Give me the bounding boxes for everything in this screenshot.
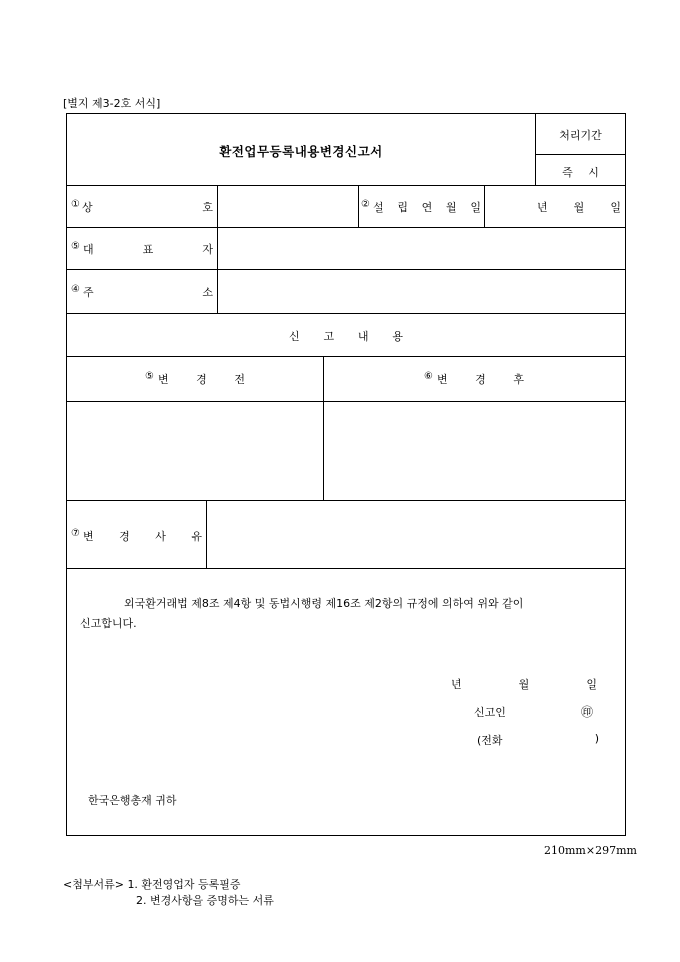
seal-mark: ㊞ <box>581 705 594 719</box>
established-text: 설 립 연 월 일 <box>372 201 481 214</box>
phone-label: (전화 ) <box>477 732 599 747</box>
form-title: 환전업무등록내용변경신고서 <box>219 144 383 159</box>
declarant-label: 신고인 <box>474 706 506 719</box>
established-date-value[interactable]: 년 월 일 <box>537 201 621 214</box>
circled-number-6: ⑥ <box>424 371 433 382</box>
reason-text: 변 경 사 유 <box>82 530 202 543</box>
circled-number-2: ② <box>361 199 370 210</box>
after-content-field[interactable] <box>324 402 626 500</box>
established-right-rule <box>484 185 485 227</box>
circled-number-1: ① <box>71 199 80 210</box>
form-frame <box>66 113 626 836</box>
processing-label: 처리기간 <box>559 129 602 142</box>
reason-field[interactable] <box>207 501 626 568</box>
addressee: 한국은행총재 귀하 <box>88 794 177 807</box>
representative-text: 대 표 자 <box>82 243 213 256</box>
before-text: 변 경 전 <box>157 373 245 386</box>
circled-number-4: ④ <box>71 284 80 295</box>
trade-name-label <box>71 199 213 215</box>
after-label <box>424 371 524 387</box>
representative-field[interactable] <box>218 228 626 269</box>
reason-label <box>71 528 202 544</box>
rule-4 <box>67 313 626 314</box>
declaration-line-2: 신고합니다. <box>80 617 137 630</box>
declaration-line-1: 외국환거래법 제8조 제4항 및 동법시행령 제16조 제2항의 규정에 의하여 위와 같이 <box>124 597 524 610</box>
attachments-label: <첨부서류> <box>63 878 124 891</box>
attachment-item-2: 2. 변경사항을 증명하는 서류 <box>136 894 274 907</box>
established-left-rule <box>358 185 359 227</box>
processing-divider <box>535 154 626 155</box>
representative-label <box>71 241 213 257</box>
attachments-line-1 <box>63 876 241 892</box>
address-text: 주 소 <box>82 286 213 299</box>
before-label <box>145 371 245 387</box>
circled-number-5b: ⑤ <box>145 371 154 382</box>
address-label <box>71 284 213 300</box>
processing-value: 즉 시 <box>562 166 599 179</box>
address-field[interactable] <box>218 270 626 313</box>
rule-8 <box>67 568 626 569</box>
paper-size: 210mm×297mm <box>544 844 637 857</box>
established-label <box>361 199 481 215</box>
trade-name-field[interactable] <box>218 186 358 227</box>
trade-name-text: 상 호 <box>81 201 213 214</box>
attachment-item-1: 1. 환전영업자 등록필증 <box>127 878 241 891</box>
circled-number-7: ⑦ <box>71 528 80 539</box>
form-label: [별지 제3-2호 서식] <box>63 97 161 110</box>
before-content-field[interactable] <box>68 402 322 500</box>
declaration-date: 년 월 일 <box>451 678 597 691</box>
section-header: 신 고 내 용 <box>289 330 403 343</box>
circled-number-5: ⑤ <box>71 241 80 252</box>
after-text: 변 경 후 <box>436 373 524 386</box>
rule-5 <box>67 356 626 357</box>
